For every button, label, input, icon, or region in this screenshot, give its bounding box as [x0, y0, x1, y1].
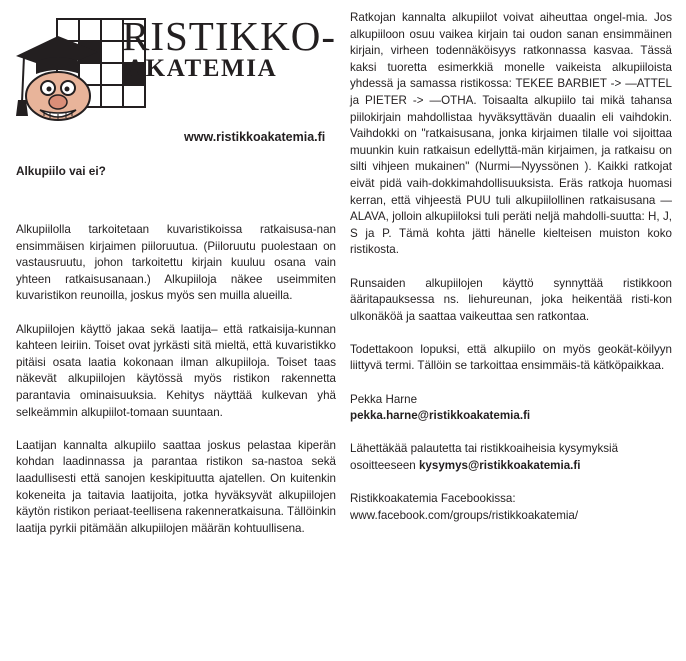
feedback-text [350, 441, 672, 474]
right-column [350, 10, 672, 524]
logo-title-line1: RISTIKKO- [122, 13, 336, 59]
paragraph: Todettakoon lopuksi, että alkupiilo on myös geokät-köilyyn liittyvä termi. Tällöin se tarkoittaa ensimmäis-tä kätköpaikkaa. [350, 342, 672, 373]
author-email[interactable]: pekka.harne@ristikkoakatemia.fi [350, 409, 531, 423]
facebook-url[interactable]: www.facebook.com/groups/ristikkoakatemia/ [350, 508, 579, 522]
paragraph: Alkupiilojen käyttö jakaa sekä laatija– että ratkaisija-kunnan kahteen leiriin. Toiset ovat jyrkästi sitä mieltä, että kuvaristikko pitäisi osata laatia kokonaan ilman alkupiiloja. Toiset taas näkevät alkupiilojen käytössä myös ristikon rakennetta parantavia ominaisuuksia. Kehitys näyttää kulkevan yhä selkeämmin alkupiilot-tomaan suuntaan. [16, 322, 336, 419]
logo [0, 0, 340, 150]
paragraph: Alkupiilolla tarkoitetaan kuvaristikoissa ratkaisusa-nan ensimmäisen kirjaimen piiloruutua. (Piiloruutu puolestaan on vastausruutu, johon tarkoitettu kirjain kuuluu osana vain yhteen ratkaisusanaan.) Alkupiiloja näkee useimmiten kuvaristikon reunoilla, joskus myös sen muilla alueilla. [16, 223, 336, 303]
article-heading: Alkupiilo vai ei? [16, 164, 106, 178]
feedback-email[interactable]: kysymys@ristikkoakatemia.fi [418, 459, 581, 473]
paragraph: Ratkojan kannalta alkupiilot voivat aiheuttaa ongel-mia. Jos alkupiiloon osuu vaikea kirjain tai oudon sanan ensimmäinen kirjain, virheen todennäköisyys ratkonnassa kasvaa. Tässä kaksi tuoretta esimerkkiä monelle vaikeista alkupiiloista yhdessä ja samassa ristikossa: TEKEE BARBIET -> —ATTEL ja PIETER -> —OTHA. Toisaalta alkupiilo tai mikä tahansa piilokirjain mahdollistaa hyväksyttävän duaalin eli vaihdokin. Vaihdokki on "ratkaisusana, jonka kirjaimen tilalle voi sijoittaa muunkin kuin ratkaisun edellyttä-män kirjaimen, ja ratkaisu on silti vihjeen mukainen" (Nurmi—Nyyssönen ). Kaikki ratkojat eivät pidä vaih-dokkimahdollisuuksista. Eräs ratkoja huomasi kerran, että vihjeestä PUU tuli alkupiilollinen ratkaisusana —ALAVA, jolloin alkupiiloksi tuli peräti neljä mahdolli-suutta: H, J, S ja P. Tämä kohta jätti hänelle kielteisen muiston koko ristikosta. [350, 11, 672, 257]
author-name: Pekka Harne [350, 392, 418, 406]
professor-mascot-icon [14, 12, 124, 122]
facebook-label: Ristikkoakatemia Facebookissa: [350, 492, 516, 506]
paragraph: Laatijan kannalta alkupiilo saattaa joskus pelastaa kiperän kohdan laadinnassa ja parantaa ristikon sa-nastoa sekä laadullisesti että sanojen keskipituutta ajatellen. On kuitenkin kokeneita ja taitavia laatijoita, jotka hyväksyvät alkupiilojen käytön ristikon periaat-teellisena rakenneratkaisuna. Tällöinkin laatija pyrkii pitämään alkupiilojen määrän kohtuullisena. [16, 438, 336, 535]
left-column [16, 222, 336, 537]
feedback-label: Lähettäkää palautetta tai ristikkoaiheisia kysymyksiä osoitteeseen [350, 442, 619, 473]
paragraph: Runsaiden alkupiilojen käyttö synnyttää ristikkoon ääritapauksessa ns. liehureunan, joka heikentää risti-kon ulkonäköä ja saattaa vaikeuttaa sen ratkontaa. [350, 276, 672, 323]
logo-title-line2: AKATEMIA [126, 55, 278, 82]
website-link[interactable]: www.ristikkoakatemia.fi [184, 130, 326, 144]
